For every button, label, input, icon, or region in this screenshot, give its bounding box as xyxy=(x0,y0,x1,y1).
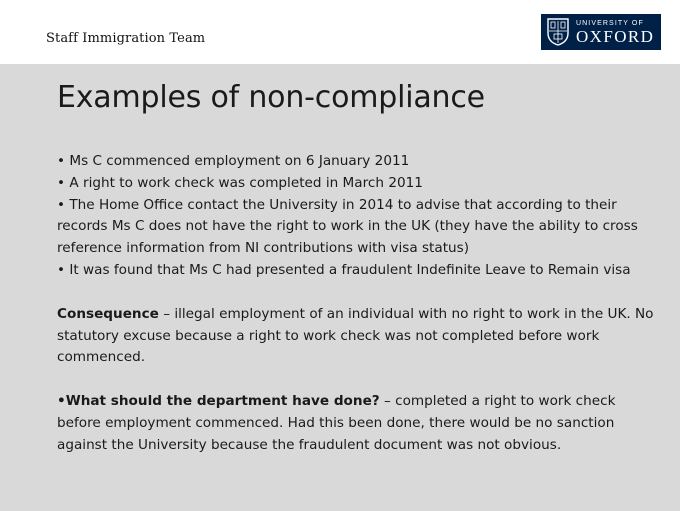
logo-text xyxy=(576,19,654,45)
consequence-text: – illegal employment of an individual with no right to work in the UK. No statutory excuse because a right to work check was not completed before work commenced. xyxy=(57,305,654,366)
fact-list xyxy=(57,151,657,282)
bullet-text: Ms C commenced employment on 6 January 2011 xyxy=(69,153,410,169)
consequence-label: Consequence xyxy=(57,305,159,322)
question-text: – completed a right to work check before employment commenced. Had this been done, there would be no sanction against the University because the fraudulent document was not obvious. xyxy=(57,393,616,453)
bullet-marker: • xyxy=(57,153,66,169)
bullet-text: A right to work check was completed in March 2011 xyxy=(69,174,423,191)
logo-line2: OXFORD xyxy=(576,27,655,46)
bullet-marker: • xyxy=(57,261,66,278)
consequence-paragraph xyxy=(57,304,657,369)
list-item xyxy=(57,151,657,173)
bullet-marker: • xyxy=(57,196,66,213)
logo-line1: UNIVERSITY OF xyxy=(576,20,644,27)
list-item xyxy=(57,195,657,260)
question-marker: • xyxy=(57,393,66,410)
bullet-text: The Home Office contact the University in 2014 to advise that according to their records Ms C does not have the right to work in the UK (they have the ability to cross reference information from NI contributions with visa status) xyxy=(57,196,638,257)
slide-title: Examples of non-compliance xyxy=(57,80,485,115)
slide-body xyxy=(57,151,657,457)
list-item xyxy=(57,260,657,282)
bullet-text: It was found that Ms C had presented a fraudulent Indefinite Leave to Remain visa xyxy=(69,261,631,278)
list-item xyxy=(57,173,657,195)
header xyxy=(0,0,680,64)
university-logo xyxy=(541,14,661,50)
bullet-marker: • xyxy=(57,174,66,191)
question-label: What should the department have done? xyxy=(65,393,380,410)
question-paragraph xyxy=(57,391,657,456)
team-name: Staff Immigration Team xyxy=(46,31,206,46)
crest-icon xyxy=(547,18,569,46)
